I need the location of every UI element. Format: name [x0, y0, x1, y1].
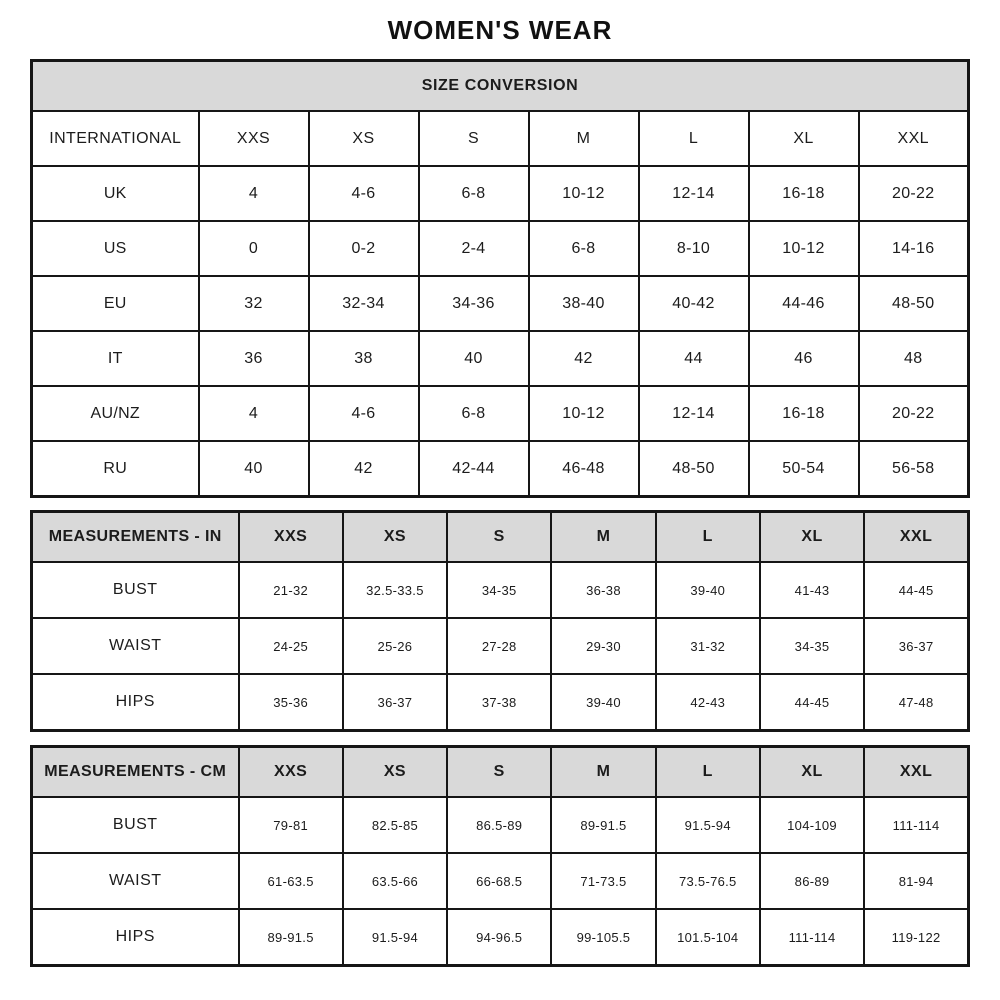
row-label-waist: WAIST [32, 853, 239, 909]
cell: 14-16 [859, 221, 969, 276]
header-size-l: L [639, 111, 749, 166]
cell: 36-38 [551, 562, 655, 618]
table-row-ru [32, 441, 969, 497]
cell: 25-26 [343, 618, 447, 674]
row-label-hips: HIPS [32, 674, 239, 731]
cell: 63.5-66 [343, 853, 447, 909]
cell: 86-89 [760, 853, 864, 909]
header-size-xl: XL [749, 111, 859, 166]
header-size-s: S [447, 512, 551, 563]
cell: 38-40 [529, 276, 639, 331]
row-label-eu: EU [32, 276, 199, 331]
table-row-it [32, 331, 969, 386]
cell: 82.5-85 [343, 797, 447, 853]
cell: 71-73.5 [551, 853, 655, 909]
cell: 12-14 [639, 386, 749, 441]
size-conversion-header-row [32, 111, 969, 166]
table-row-eu [32, 276, 969, 331]
header-size-m: M [551, 747, 655, 798]
table-row-aunz [32, 386, 969, 441]
cell: 56-58 [859, 441, 969, 497]
cell: 111-114 [864, 797, 968, 853]
table-row-bust-cm [32, 797, 969, 853]
cell: 37-38 [447, 674, 551, 731]
table-row-us [32, 221, 969, 276]
measurements-cm-table [30, 745, 970, 967]
cell: 48 [859, 331, 969, 386]
cell: 44 [639, 331, 749, 386]
cell: 40 [419, 331, 529, 386]
cell: 29-30 [551, 618, 655, 674]
cell: 12-14 [639, 166, 749, 221]
header-size-xxs: XXS [239, 747, 343, 798]
cell: 42-43 [656, 674, 760, 731]
cell: 89-91.5 [239, 909, 343, 966]
header-size-xl: XL [760, 747, 864, 798]
cell: 0 [199, 221, 309, 276]
cell: 0-2 [309, 221, 419, 276]
header-size-xxl: XXL [864, 512, 968, 563]
row-label-uk: UK [32, 166, 199, 221]
cell: 79-81 [239, 797, 343, 853]
cell: 16-18 [749, 166, 859, 221]
cell: 46-48 [529, 441, 639, 497]
cell: 16-18 [749, 386, 859, 441]
cell: 34-36 [419, 276, 529, 331]
cell: 42-44 [419, 441, 529, 497]
cell: 4-6 [309, 386, 419, 441]
row-label-us: US [32, 221, 199, 276]
cell: 32.5-33.5 [343, 562, 447, 618]
cell: 36 [199, 331, 309, 386]
row-label-ru: RU [32, 441, 199, 497]
cell: 32-34 [309, 276, 419, 331]
cell: 20-22 [859, 386, 969, 441]
cell: 44-45 [760, 674, 864, 731]
cell: 6-8 [529, 221, 639, 276]
header-size-s: S [419, 111, 529, 166]
row-label-bust: BUST [32, 797, 239, 853]
row-label-aunz: AU/NZ [32, 386, 199, 441]
cell: 46 [749, 331, 859, 386]
cell: 4 [199, 386, 309, 441]
size-conversion-caption-row [32, 61, 969, 112]
measurements-cm-title: MEASUREMENTS - CM [32, 747, 239, 798]
cell: 8-10 [639, 221, 749, 276]
cell: 36-37 [343, 674, 447, 731]
cell: 4 [199, 166, 309, 221]
page-title: WOMEN'S WEAR [387, 15, 613, 45]
measurements-in-table [30, 510, 970, 732]
cell: 119-122 [864, 909, 968, 966]
cell: 48-50 [639, 441, 749, 497]
cell: 48-50 [859, 276, 969, 331]
header-size-xs: XS [343, 747, 447, 798]
cell: 36-37 [864, 618, 968, 674]
header-size-xl: XL [760, 512, 864, 563]
measurements-in-header-row [32, 512, 969, 563]
cell: 86.5-89 [447, 797, 551, 853]
cell: 89-91.5 [551, 797, 655, 853]
cell: 38 [309, 331, 419, 386]
cell: 41-43 [760, 562, 864, 618]
cell: 44-46 [749, 276, 859, 331]
cell: 66-68.5 [447, 853, 551, 909]
cell: 39-40 [656, 562, 760, 618]
cell: 32 [199, 276, 309, 331]
header-size-l: L [656, 512, 760, 563]
cell: 91.5-94 [343, 909, 447, 966]
row-label-bust: BUST [32, 562, 239, 618]
measurements-in-title: MEASUREMENTS - IN [32, 512, 239, 563]
cell: 61-63.5 [239, 853, 343, 909]
header-size-m: M [529, 111, 639, 166]
cell: 73.5-76.5 [656, 853, 760, 909]
size-conversion-table [30, 59, 970, 498]
header-size-xs: XS [309, 111, 419, 166]
cell: 40 [199, 441, 309, 497]
size-conversion-title: SIZE CONVERSION [32, 61, 969, 112]
header-size-xxl: XXL [864, 747, 968, 798]
cell: 4-6 [309, 166, 419, 221]
cell: 42 [309, 441, 419, 497]
row-label-it: IT [32, 331, 199, 386]
cell: 34-35 [447, 562, 551, 618]
row-label-waist: WAIST [32, 618, 239, 674]
cell: 104-109 [760, 797, 864, 853]
cell: 91.5-94 [656, 797, 760, 853]
cell: 44-45 [864, 562, 968, 618]
cell: 94-96.5 [447, 909, 551, 966]
header-size-l: L [656, 747, 760, 798]
cell: 21-32 [239, 562, 343, 618]
cell: 2-4 [419, 221, 529, 276]
table-row-waist-cm [32, 853, 969, 909]
cell: 101.5-104 [656, 909, 760, 966]
cell: 6-8 [419, 166, 529, 221]
table-row-bust-in [32, 562, 969, 618]
header-size-m: M [551, 512, 655, 563]
header-international: INTERNATIONAL [32, 111, 199, 166]
cell: 39-40 [551, 674, 655, 731]
cell: 24-25 [239, 618, 343, 674]
header-size-xxs: XXS [239, 512, 343, 563]
cell: 10-12 [529, 166, 639, 221]
cell: 42 [529, 331, 639, 386]
table-row-hips-cm [32, 909, 969, 966]
cell: 27-28 [447, 618, 551, 674]
cell: 6-8 [419, 386, 529, 441]
cell: 40-42 [639, 276, 749, 331]
cell: 34-35 [760, 618, 864, 674]
row-label-hips: HIPS [32, 909, 239, 966]
cell: 10-12 [529, 386, 639, 441]
measurements-cm-header-row [32, 747, 969, 798]
table-row-hips-in [32, 674, 969, 731]
cell: 111-114 [760, 909, 864, 966]
cell: 99-105.5 [551, 909, 655, 966]
header-size-s: S [447, 747, 551, 798]
cell: 81-94 [864, 853, 968, 909]
cell: 35-36 [239, 674, 343, 731]
header-size-xxl: XXL [859, 111, 969, 166]
cell: 20-22 [859, 166, 969, 221]
header-size-xxs: XXS [199, 111, 309, 166]
cell: 10-12 [749, 221, 859, 276]
cell: 50-54 [749, 441, 859, 497]
table-row-uk [32, 166, 969, 221]
table-row-waist-in [32, 618, 969, 674]
cell: 31-32 [656, 618, 760, 674]
header-size-xs: XS [343, 512, 447, 563]
cell: 47-48 [864, 674, 968, 731]
